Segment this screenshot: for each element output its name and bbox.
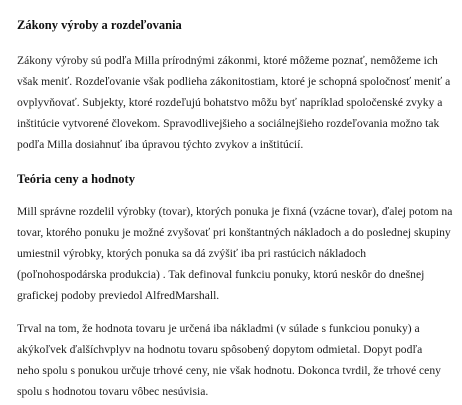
paragraph-line: akýkoľvek ďalšíchvplyv na hodnotu tovaru spôsobený dopytom odmietal. Dopyt podľa [17,343,423,356]
paragraph-line: umiestnil výrobky, ktorých ponuka sa dá zvýšiť iba pri rastúcich nákladoch [17,247,367,260]
paragraph-line: inštitúcie vytvorené človekom. Spravodlivejšieho a sociálnejšieho rozdeľovania možno tak [17,117,440,130]
paragraph-line: Zákony výroby sú podľa Milla prírodnými zákonmi, ktoré môžeme poznať, nemôžeme ich [17,54,438,67]
paragraph-line: spolu s hodnotou tovaru vôbec nesúvisia. [17,385,209,398]
paragraph-line: podľa Milla dosiahnuť iba úpravou týchto zvykov a inštitúcií. [17,138,304,151]
paragraph-line: Trval na tom, že hodnota tovaru je určená iba nákladmi (v súlade s funkciou ponuky) a [17,322,420,335]
section-heading-price-theory: Teória ceny a hodnoty [17,172,135,186]
paragraph-line: grafickej podoby previedol AlfredMarshall. [17,289,220,302]
paragraph-line: tovar, ktorého ponuku je možné zvyšovať pri konštantných nákladoch a do poslednej skupiny [17,226,451,239]
paragraph-line: (poľnohospodárska produkcia) . Tak definoval funkciu ponuky, ktorú neskôr do dnešnej [17,268,425,281]
section-heading-laws: Zákony výroby a rozdeľovania [17,18,182,32]
paragraph-line: ovplyvňovať. Subjekty, ktoré rozdeľujú bohatstvo môžu byť napríklad spoločenské zvyky a [17,96,443,109]
paragraph-line: však meniť. Rozdeľovanie však podlieha zákonitostiam, ktoré je schopná spoločnosť meniť a [17,75,451,88]
paragraph-line: neho spolu s ponukou určuje trhové ceny, nie však hodnotu. Dokonca tvrdil, že trhové ceny [17,364,441,377]
paragraph-line: Mill správne rozdelil výrobky (tovar), ktorých ponuka je fixná (vzácne tovar), ďalej potom na [17,205,453,218]
